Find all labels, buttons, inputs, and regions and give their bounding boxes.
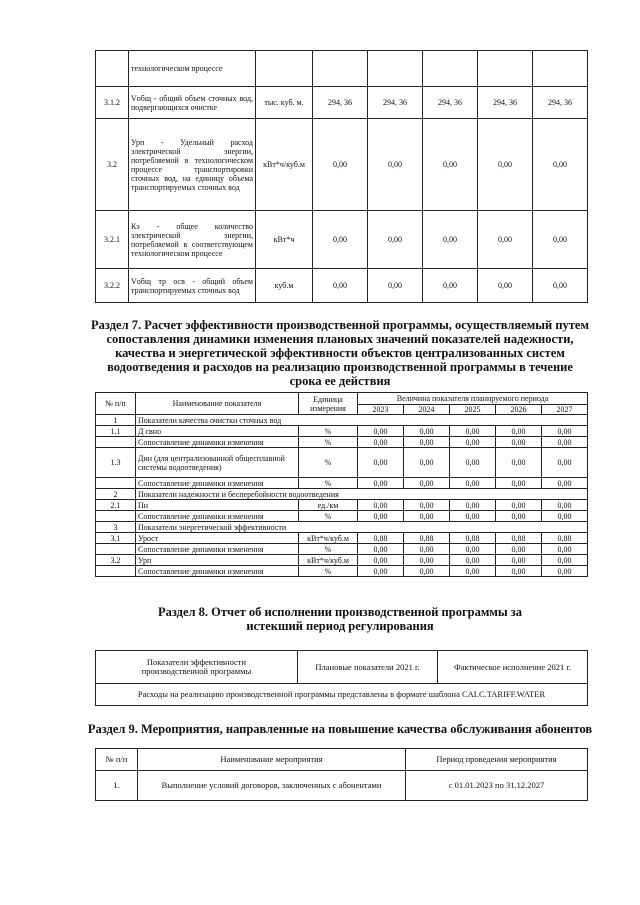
row-unit: % — [299, 511, 358, 522]
row-no: 3.2 — [96, 555, 136, 566]
efficiency-table — [95, 392, 588, 577]
row-value: 294, 36 — [533, 87, 588, 119]
row-unit: тыс. куб. м. — [256, 87, 313, 119]
header-period: Величина показателя планируемого периода — [358, 393, 588, 405]
row-no: 3.2.2 — [96, 269, 129, 303]
header-activity: Наименование мероприятия — [138, 749, 406, 771]
row-value: 0,00 — [368, 269, 423, 303]
row-no: 3 — [96, 522, 136, 533]
row-name: Сопоставление динамики изменения — [136, 478, 299, 489]
row-value: 0,00 — [404, 566, 450, 577]
table-row — [96, 51, 588, 87]
table-row — [96, 269, 588, 303]
row-value: 0,00 — [450, 448, 496, 478]
row-value: 0,00 — [404, 555, 450, 566]
table-row — [96, 87, 588, 119]
row-value: 0,00 — [496, 566, 542, 577]
row-value: 0,00 — [450, 437, 496, 448]
table-row — [96, 426, 588, 437]
row-name: Урп — [136, 555, 299, 566]
row-value: 0,00 — [358, 500, 404, 511]
row-value: 294, 36 — [423, 87, 478, 119]
row-value: 0,88 — [450, 533, 496, 544]
row-value: 0,00 — [496, 437, 542, 448]
row-no — [96, 566, 136, 577]
header-no: № п/п — [96, 393, 136, 415]
row-activity: Выполнение условий договоров, заключенных с абонентами — [138, 771, 406, 801]
row-no — [96, 544, 136, 555]
row-no — [96, 478, 136, 489]
row-value: 0,00 — [368, 211, 423, 269]
row-value: 0,00 — [496, 500, 542, 511]
table-row — [96, 500, 588, 511]
row-value — [533, 51, 588, 87]
row-no: 2 — [96, 489, 136, 500]
row-value: 0,00 — [404, 511, 450, 522]
row-unit — [256, 51, 313, 87]
row-no: 2.1 — [96, 500, 136, 511]
row-unit: % — [299, 478, 358, 489]
row-value: 0,00 — [358, 426, 404, 437]
row-value: 0,00 — [496, 478, 542, 489]
row-value: 0,00 — [496, 426, 542, 437]
row-no — [96, 437, 136, 448]
row-value: 0,00 — [450, 566, 496, 577]
row-value — [313, 51, 368, 87]
row-unit: ед./км — [299, 500, 358, 511]
row-name: Дин (для централизованной общесплавной системы водоотведения) — [136, 448, 299, 478]
row-value: 0,00 — [542, 500, 588, 511]
row-no — [96, 51, 129, 87]
row-value: 0,00 — [450, 544, 496, 555]
row-name: Сопоставление динамики изменения — [136, 544, 299, 555]
row-value: 0,00 — [423, 211, 478, 269]
row-value: 0,00 — [423, 269, 478, 303]
row-value: 0,00 — [478, 119, 533, 211]
header-year: 2026 — [496, 405, 542, 415]
row-unit: кВт*ч/куб.м — [256, 119, 313, 211]
header-period: Период проведения мероприятия — [406, 749, 588, 771]
group-row — [96, 522, 588, 533]
group-row — [96, 489, 588, 500]
indicators-table-continued — [95, 50, 588, 303]
group-name: Показатели качества очистки сточных вод — [136, 415, 588, 426]
table-row — [96, 544, 588, 555]
section9-title: Раздел 9. Мероприятия, направленные на повышение качества обслуживания абонентов — [87, 722, 593, 736]
header-year: 2025 — [450, 405, 496, 415]
row-value: 0,00 — [358, 478, 404, 489]
row-unit: % — [299, 544, 358, 555]
row-value: 0,00 — [542, 478, 588, 489]
header-year: 2023 — [358, 405, 404, 415]
row-no: 3.1 — [96, 533, 136, 544]
table-row — [96, 478, 588, 489]
row-unit: % — [299, 437, 358, 448]
row-name: Сопоставление динамики изменения — [136, 566, 299, 577]
group-name: Показатели надежности и бесперебойности водоотведения — [136, 489, 588, 500]
row-name: Д свно — [136, 426, 299, 437]
row-value: 0,00 — [450, 426, 496, 437]
row-value: 0,00 — [496, 511, 542, 522]
header-no: № п/п — [96, 749, 138, 771]
row-value: 0,00 — [358, 555, 404, 566]
row-period: с 01.01.2023 по 31.12.2027 — [406, 771, 588, 801]
row-value: 0,00 — [533, 269, 588, 303]
row-no: 1 — [96, 415, 136, 426]
row-value — [368, 51, 423, 87]
row-value: 0,00 — [404, 500, 450, 511]
row-value: 0,00 — [358, 437, 404, 448]
row-value: 0,00 — [404, 478, 450, 489]
row-value: 0,00 — [542, 511, 588, 522]
section8-title: Раздел 8. Отчет об исполнении производственной программы за истекший период регулирования — [157, 605, 523, 633]
row-no: 1.3 — [96, 448, 136, 478]
row-value: 0,00 — [404, 426, 450, 437]
activities-table — [95, 748, 588, 801]
report-table — [95, 650, 588, 706]
row-name: Сопоставление динамики изменения — [136, 437, 299, 448]
row-unit: кВт*ч/куб.м — [299, 533, 358, 544]
row-value: 0,00 — [358, 566, 404, 577]
table-row — [96, 533, 588, 544]
table-row — [96, 119, 588, 211]
row-value: 0,00 — [542, 555, 588, 566]
row-value: 0,00 — [313, 269, 368, 303]
row-value: 0,00 — [358, 511, 404, 522]
row-value: 0,00 — [358, 544, 404, 555]
row-no: 3.2.1 — [96, 211, 129, 269]
table-row — [96, 771, 588, 801]
row-unit: % — [299, 426, 358, 437]
table-row — [96, 211, 588, 269]
row-no: 3.2 — [96, 119, 129, 211]
header-indicators: Показатели эффективности производственной программы — [96, 651, 298, 684]
row-value: 294, 36 — [313, 87, 368, 119]
table-row — [96, 448, 588, 478]
row-unit: кВт*ч — [256, 211, 313, 269]
table-row — [96, 566, 588, 577]
row-value: 0,00 — [542, 566, 588, 577]
row-value: 0,00 — [450, 478, 496, 489]
row-name: Урост — [136, 533, 299, 544]
row-name: Сопоставление динамики изменения — [136, 511, 299, 522]
row-value — [478, 51, 533, 87]
row-value: 0,00 — [542, 448, 588, 478]
row-value: 0,00 — [496, 448, 542, 478]
header-name: Наименование показателя — [136, 393, 299, 415]
row-value: 0,88 — [542, 533, 588, 544]
row-value: 0,00 — [542, 544, 588, 555]
row-value — [423, 51, 478, 87]
row-value: 0,88 — [358, 533, 404, 544]
row-value: 0,00 — [478, 211, 533, 269]
row-no: 1.1 — [96, 426, 136, 437]
row-value: 0,00 — [542, 426, 588, 437]
row-value: 0,88 — [404, 533, 450, 544]
row-value: 0,00 — [542, 437, 588, 448]
table-row — [96, 437, 588, 448]
expenses-note: Расходы на реализацию производственной программы представлены в формате шаблона CALC.TARIFF.WATER — [96, 684, 588, 706]
header-year: 2027 — [542, 405, 588, 415]
row-value: 0,00 — [533, 211, 588, 269]
row-value: 0,00 — [313, 211, 368, 269]
table-row — [96, 555, 588, 566]
row-unit: куб.м — [256, 269, 313, 303]
row-name: технологическом процессе — [129, 51, 256, 87]
row-value: 0,00 — [450, 555, 496, 566]
row-value: 0,00 — [404, 437, 450, 448]
row-value: 0,00 — [496, 555, 542, 566]
row-value: 0,00 — [423, 119, 478, 211]
row-value: 0,00 — [368, 119, 423, 211]
row-value: 294, 36 — [368, 87, 423, 119]
row-name: Урп - Удельный расход электрической энергии, потребляемой в технологическом процессе транспортировки сточных вод, на единицу объема транспортируемых сточных вод — [129, 119, 256, 211]
header-planned: Плановые показатели 2021 г. — [298, 651, 438, 684]
row-value: 0,00 — [404, 544, 450, 555]
row-value: 0,88 — [496, 533, 542, 544]
row-value: 0,00 — [313, 119, 368, 211]
row-name: Пн — [136, 500, 299, 511]
header-unit: Единица измерения — [299, 393, 358, 415]
table-row — [96, 511, 588, 522]
row-name: Vобщ тр осв - общий объем транспортируемых сточных вод — [129, 269, 256, 303]
section7-title: Раздел 7. Расчет эффективности производственной программы, осуществляемый путем сопоставления динамики изменения плановых значений показателей надежности, качества и энергетической эффективности объектов централизованных систем водоотведения и расходов на реализацию производственной программы в течение срока ее действия — [91, 318, 589, 388]
row-unit: кВт*ч/куб.м — [299, 555, 358, 566]
row-no — [96, 511, 136, 522]
header-actual: Фактическое исполнение 2021 г. — [438, 651, 588, 684]
row-value: 0,00 — [533, 119, 588, 211]
group-name: Показатели энергетической эффективности — [136, 522, 588, 533]
row-no: 1. — [96, 771, 138, 801]
row-value: 0,00 — [450, 500, 496, 511]
header-year: 2024 — [404, 405, 450, 415]
row-value: 0,00 — [496, 544, 542, 555]
row-value: 0,00 — [358, 448, 404, 478]
row-name: Кэ - общее количество электрической энергии, потребляемой в соответствующем технологическом процессе — [129, 211, 256, 269]
row-value: 0,00 — [478, 269, 533, 303]
row-name: Vобщ - общий объем сточных вод, подвергающихся очистке — [129, 87, 256, 119]
row-unit: % — [299, 566, 358, 577]
row-value: 0,00 — [404, 448, 450, 478]
group-row — [96, 415, 588, 426]
row-no: 3.1.2 — [96, 87, 129, 119]
row-unit: % — [299, 448, 358, 478]
row-value: 294, 36 — [478, 87, 533, 119]
row-value: 0,00 — [450, 511, 496, 522]
